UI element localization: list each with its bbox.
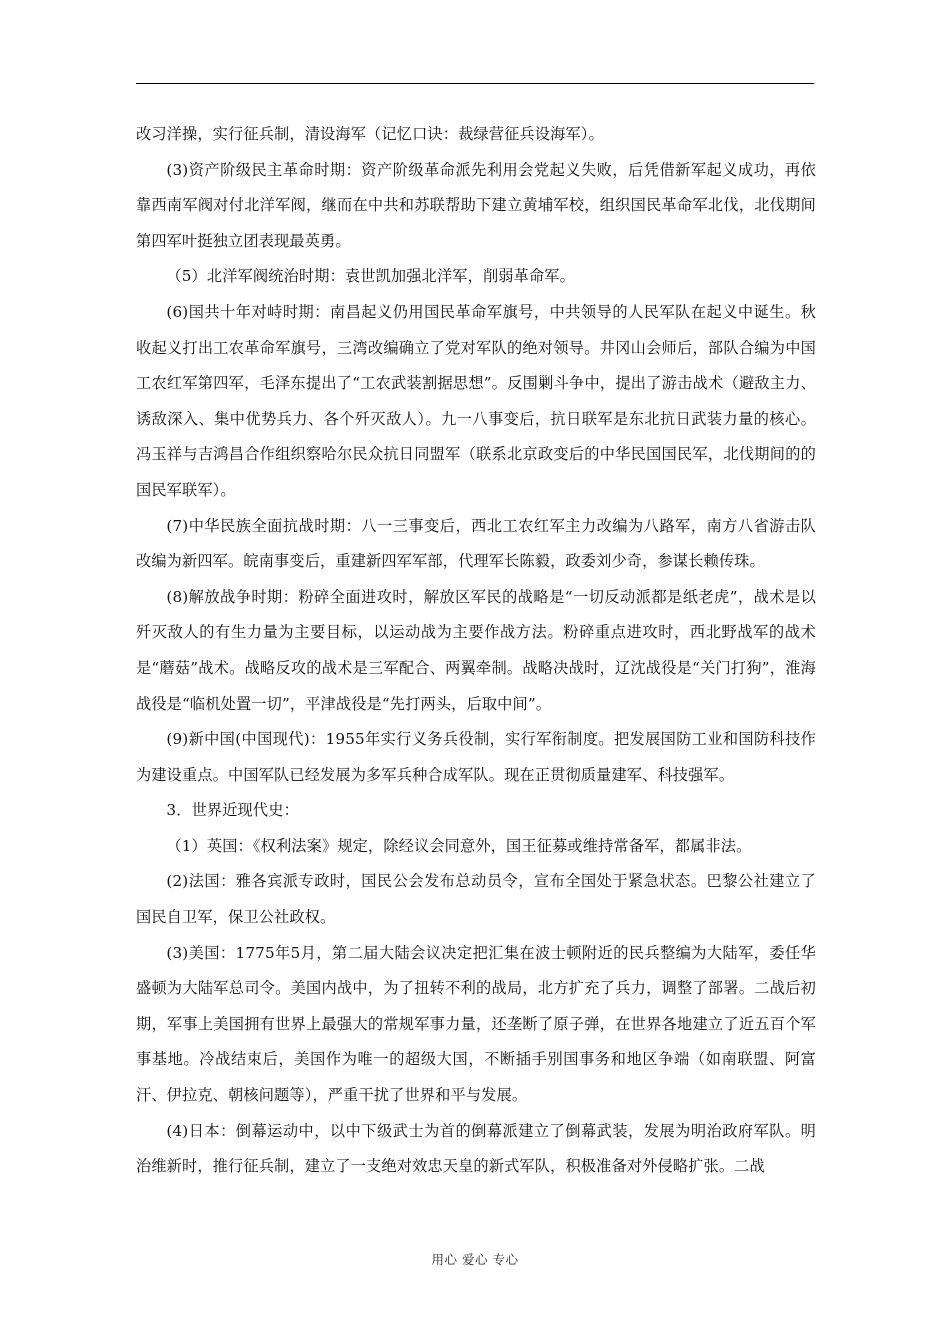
paragraph-war-of-resistance: (7)中华民族全面抗战时期：八一三事变后，西北工农红军主力改编为八路军，南方八省游击队改编为新四军。皖南事变后，重建新四军军部，代理军长陈毅，政委刘少奇，参谋长赖传珠。 bbox=[136, 516, 816, 571]
paragraph-japan: (4)日本：倒幕运动中，以中下级武士为首的倒幕派建立了倒幕武装，发展为明治政府军队。明治维新时，推行征兵制，建立了一支绝对效忠天皇的新式军队，积极准备对外侵略扩张。二战 bbox=[136, 1121, 816, 1176]
section-heading-world-history: 3．世界近现代史： bbox=[166, 801, 299, 820]
paragraph-bourgeois-revolution: (3)资产阶级民主革命时期：资产阶级革命派先利用会党起义失败，后凭借新军起义成功，再依靠西南军阀对付北洋军阀，继而在中共和苏联帮助下建立黄埔军校，组织国民革命军北伐，北伐期间第四军叶挺独立团表现最英勇。 bbox=[136, 160, 816, 250]
paragraph-ten-year-confrontation: (6)国共十年对峙时期：南昌起义仍用国民革命军旗号，中共领导的人民军队在起义中诞生。秋收起义打出工农革命军旗号，三湾改编确立了党对军队的绝对领导。井冈山会师后，部队合编为中国工农红军第四军，毛泽东提出了“工农武装割据思想”。反围剿斗争中，提出了游击战术（避敌主力、诱敌深入、集中优势兵力、各个歼灭敌人）。九一八事变后，抗日联军是东北抗日武装力量的核心。冯玉祥与吉鸿昌合作组织察哈尔民众抗日同盟军（联系北京政变后的中华民国国民军，北伐期间的的国民军联军）。 bbox=[136, 302, 816, 499]
paragraph-continuation: 改习洋操，实行征兵制，清设海军（记忆口诀：裁绿营征兵设海军）。 bbox=[136, 125, 604, 143]
page-footer: 用心 爱心 专心 bbox=[431, 1252, 519, 1267]
paragraph-beiyang-warlords: （5）北洋军阀统治时期：袁世凯加强北洋军，削弱革命军。 bbox=[166, 267, 575, 286]
paragraph-liberation-war: (8)解放战争时期：粉碎全面进攻时，解放区军民的战略是“一切反动派都是纸老虎”，战术是以歼灭敌人的有生力量为主要目标，以运动战为主要作战方法。粉碎重点进攻时，西北野战军的战术是“蘑菇”战术。战略反攻的战术是三军配合、两翼牵制。战略决战时，辽沈战役是“关门打狗”，淮海战役是“临机处置一切”，平津战役是“先打两头，后取中间”。 bbox=[136, 587, 816, 713]
header-rule bbox=[136, 83, 814, 84]
paragraph-usa: (3)美国：1775年5月，第二届大陆会议决定把汇集在波士顿附近的民兵整编为大陆军，委任华盛顿为大陆军总司令。美国内战中，为了扭转不利的战局，北方扩充了兵力，调整了部署。二战后初期，军事上美国拥有世界上最强大的常规军事力量，还垄断了原子弹，在世界各地建立了近五百个军事基地。冷战结束后，美国作为唯一的超级大国，不断插手别国事务和地区争端（如南联盟、阿富汗、伊拉克、朝核问题等），严重干扰了世界和平与发展。 bbox=[136, 943, 816, 1105]
document-body bbox=[136, 117, 816, 1185]
paragraph-britain: （1）英国：《权利法案》规定，除经议会同意外，国王征募或维持常备军，都属非法。 bbox=[166, 836, 752, 855]
paragraph-new-china: (9)新中国(中国现代)：1955年实行义务兵役制，实行军衔制度。把发展国防工业和国防科技作为建设重点。中国军队已经发展为多军兵种合成军队。现在正贯彻质量建军、科技强军。 bbox=[136, 730, 816, 784]
paragraph-france: (2)法国：雅各宾派专政时，国民公会发布总动员令，宣布全国处于紧急状态。巴黎公社建立了国民自卫军，保卫公社政权。 bbox=[136, 872, 816, 927]
